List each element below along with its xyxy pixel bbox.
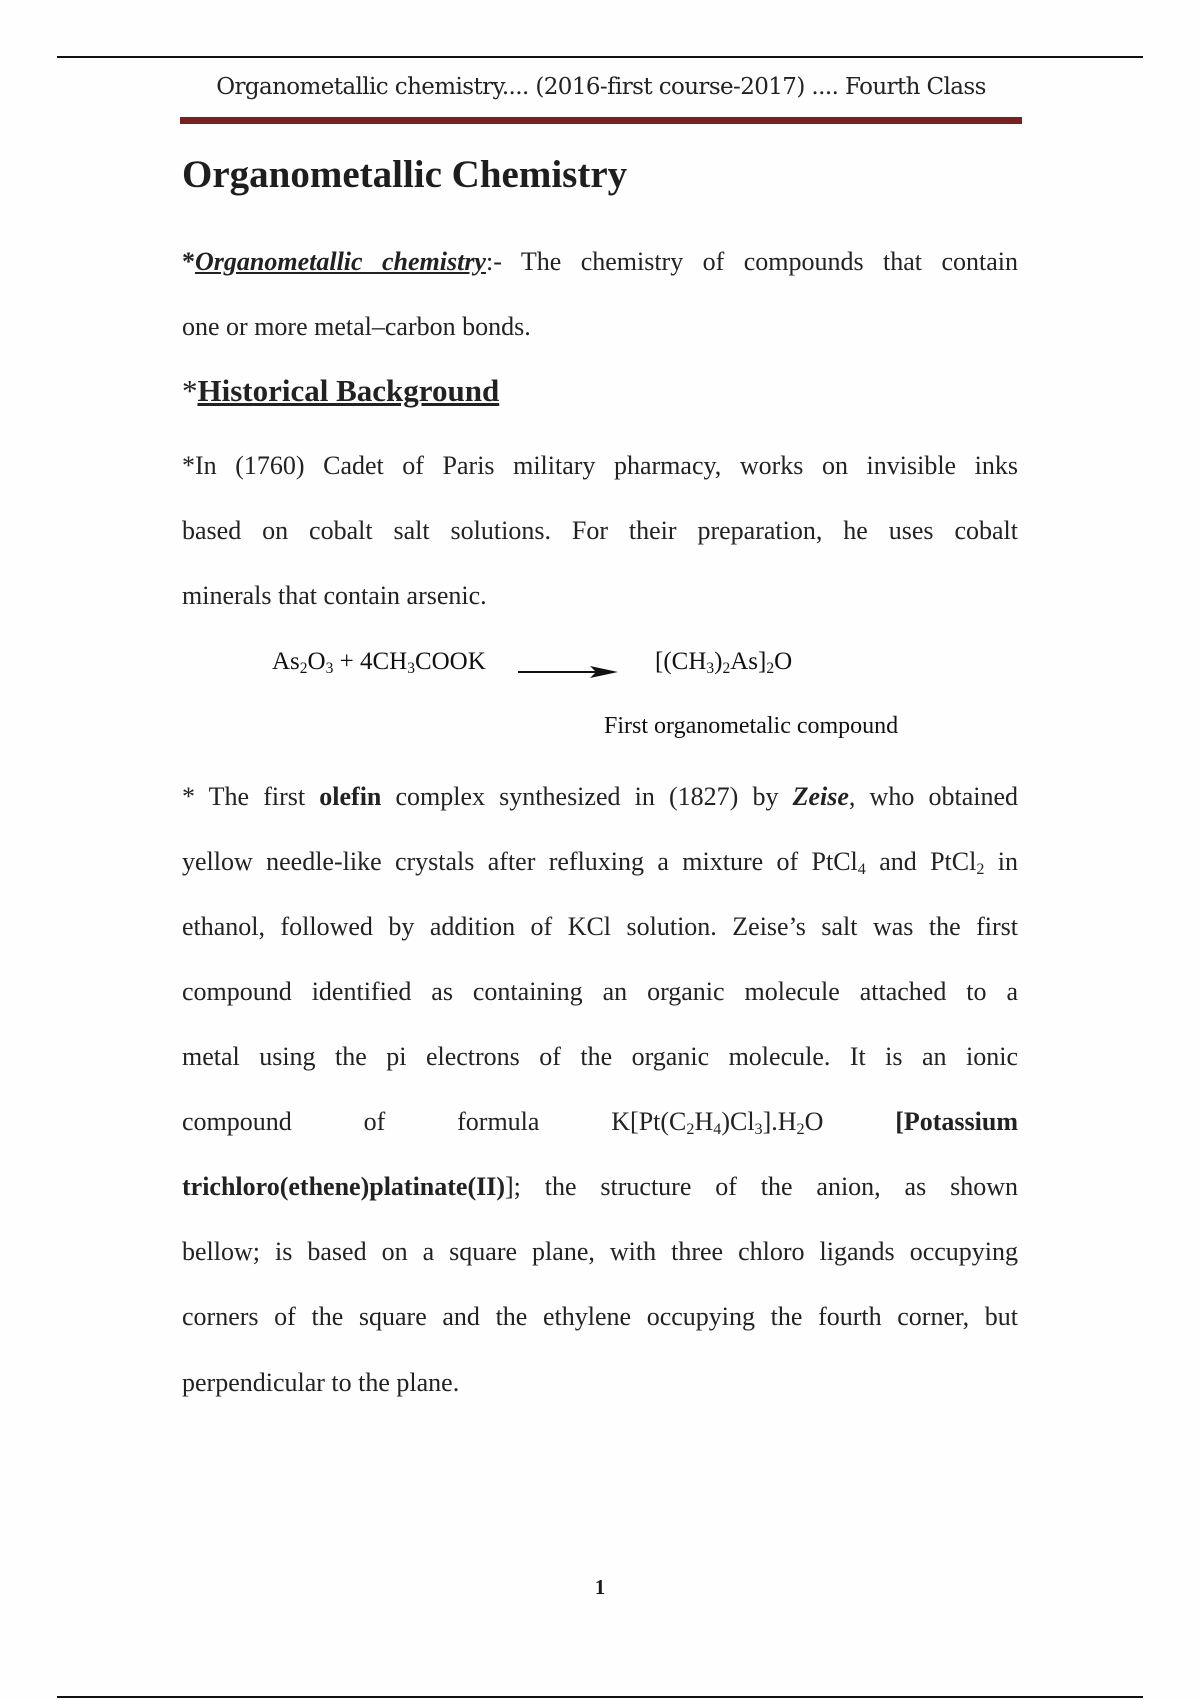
paragraph-2-line-7 <box>182 1170 1018 1204</box>
header-underline-rule <box>180 117 1022 124</box>
section-heading-star: * <box>182 373 198 408</box>
reagent-tail: COOK <box>414 648 486 675</box>
bottom-page-rule <box>57 1696 1143 1698</box>
reaction-caption: First organometalic compound <box>604 713 899 739</box>
paragraph-1-line-2: based on cobalt salt solutions. For their preparation, he uses cobalt <box>182 516 1018 545</box>
definition-text: The chemistry of compounds that contain <box>501 247 1018 276</box>
section-heading <box>182 374 499 408</box>
product-part-2: ) <box>714 648 723 675</box>
reactant-as-subscript: 2 <box>299 659 308 677</box>
p2-olefin: olefin <box>319 782 382 811</box>
p2-l6-potassium: [Potassium <box>895 1107 1019 1136</box>
p2-l6-word-3: formula <box>457 1107 540 1136</box>
reaction-reactants <box>272 648 486 676</box>
product-sub-3: 2 <box>766 659 775 677</box>
p2-l6-word-1: compound <box>182 1107 292 1136</box>
reactant-o-subscript: 3 <box>325 659 334 677</box>
formula-sub-2: 4 <box>713 1121 722 1139</box>
p2-l1-e: , who obtained <box>848 782 1018 811</box>
definition-term: Organometallic chemistry <box>195 247 486 276</box>
paragraph-2-line-8: bellow; is based on a square plane, with three chloro ligands occupying <box>182 1237 1018 1266</box>
paragraph-2-line-5: metal using the pi electrons of the organic molecule. It is an ionic <box>182 1042 1018 1071</box>
paragraph-2-line-1 <box>182 780 1018 814</box>
top-page-rule <box>57 56 1143 58</box>
page-number: 1 <box>594 1575 606 1599</box>
formula-part-2: H <box>694 1107 714 1136</box>
p2-l1-c: complex synthesized in (1827) by <box>381 782 793 811</box>
p2-l2-sub-1: 4 <box>857 861 866 879</box>
definition-line-1 <box>182 245 1018 279</box>
p2-l7-b: ]; the structure of the anion, as shown <box>505 1172 1018 1201</box>
formula-part-1: K[Pt(C <box>611 1107 687 1136</box>
product-sub-2: 2 <box>722 659 731 677</box>
definition-star: * <box>182 247 195 276</box>
reaction-product <box>655 648 792 676</box>
definition-line-2: one or more metal–carbon bonds. <box>182 312 531 341</box>
reagent-subscript: 3 <box>407 659 415 677</box>
formula-part-3: )Cl <box>721 1107 755 1136</box>
product-part-3: As] <box>730 648 767 675</box>
reactant-o: O <box>307 648 326 675</box>
p2-l6-word-2: of <box>363 1107 386 1136</box>
p2-l2-b: and PtCl <box>865 847 977 876</box>
page-title: Organometallic Chemistry <box>182 153 628 196</box>
p2-l2-sub-2: 2 <box>976 861 985 879</box>
reaction-arrow-icon <box>518 665 618 679</box>
paragraph-2-line-4: compound identified as containing an organic molecule attached to a <box>182 977 1018 1006</box>
paragraph-2-line-6 <box>182 1105 1018 1139</box>
product-part-4: O <box>774 648 793 675</box>
paragraph-2-line-3: ethanol, followed by addition of KCl solution. Zeise’s salt was the first <box>182 912 1018 941</box>
paragraph-2-line-9: corners of the square and the ethylene occupying the fourth corner, but <box>182 1302 1018 1331</box>
p2-l7-compound-name: trichloro(ethene)platinate(II) <box>182 1172 506 1201</box>
formula-sub-1: 2 <box>686 1121 695 1139</box>
running-header: Organometallic chemistry.... (2016-first course-2017) .... Fourth Class <box>216 74 986 100</box>
p2-l1-a: * The first <box>182 782 320 811</box>
paragraph-2-line-2 <box>182 845 1018 879</box>
formula-part-4: ].H <box>762 1107 797 1136</box>
p2-l2-c: in <box>984 847 1019 876</box>
product-part-1: [(CH <box>655 648 707 675</box>
zeise-formula <box>611 1107 824 1139</box>
paragraph-1-line-3: minerals that contain arsenic. <box>182 581 487 610</box>
formula-part-5: O <box>804 1107 824 1136</box>
formula-sub-4: 2 <box>796 1121 805 1139</box>
reagent: + 4CH <box>333 648 408 675</box>
formula-sub-3: 3 <box>754 1121 763 1139</box>
product-sub-1: 3 <box>706 659 715 677</box>
paragraph-2-line-10: perpendicular to the plane. <box>182 1368 460 1397</box>
section-heading-text: Historical Background <box>197 373 500 408</box>
p2-zeise: Zeise <box>792 782 849 811</box>
paragraph-1-line-1: *In (1760) Cadet of Paris military pharmacy, works on invisible inks <box>182 451 1018 480</box>
definition-separator: :- <box>485 247 502 276</box>
reactant-as: As <box>272 648 300 675</box>
p2-l2-a: yellow needle-like crystals after refluxing a mixture of PtCl <box>182 847 858 876</box>
